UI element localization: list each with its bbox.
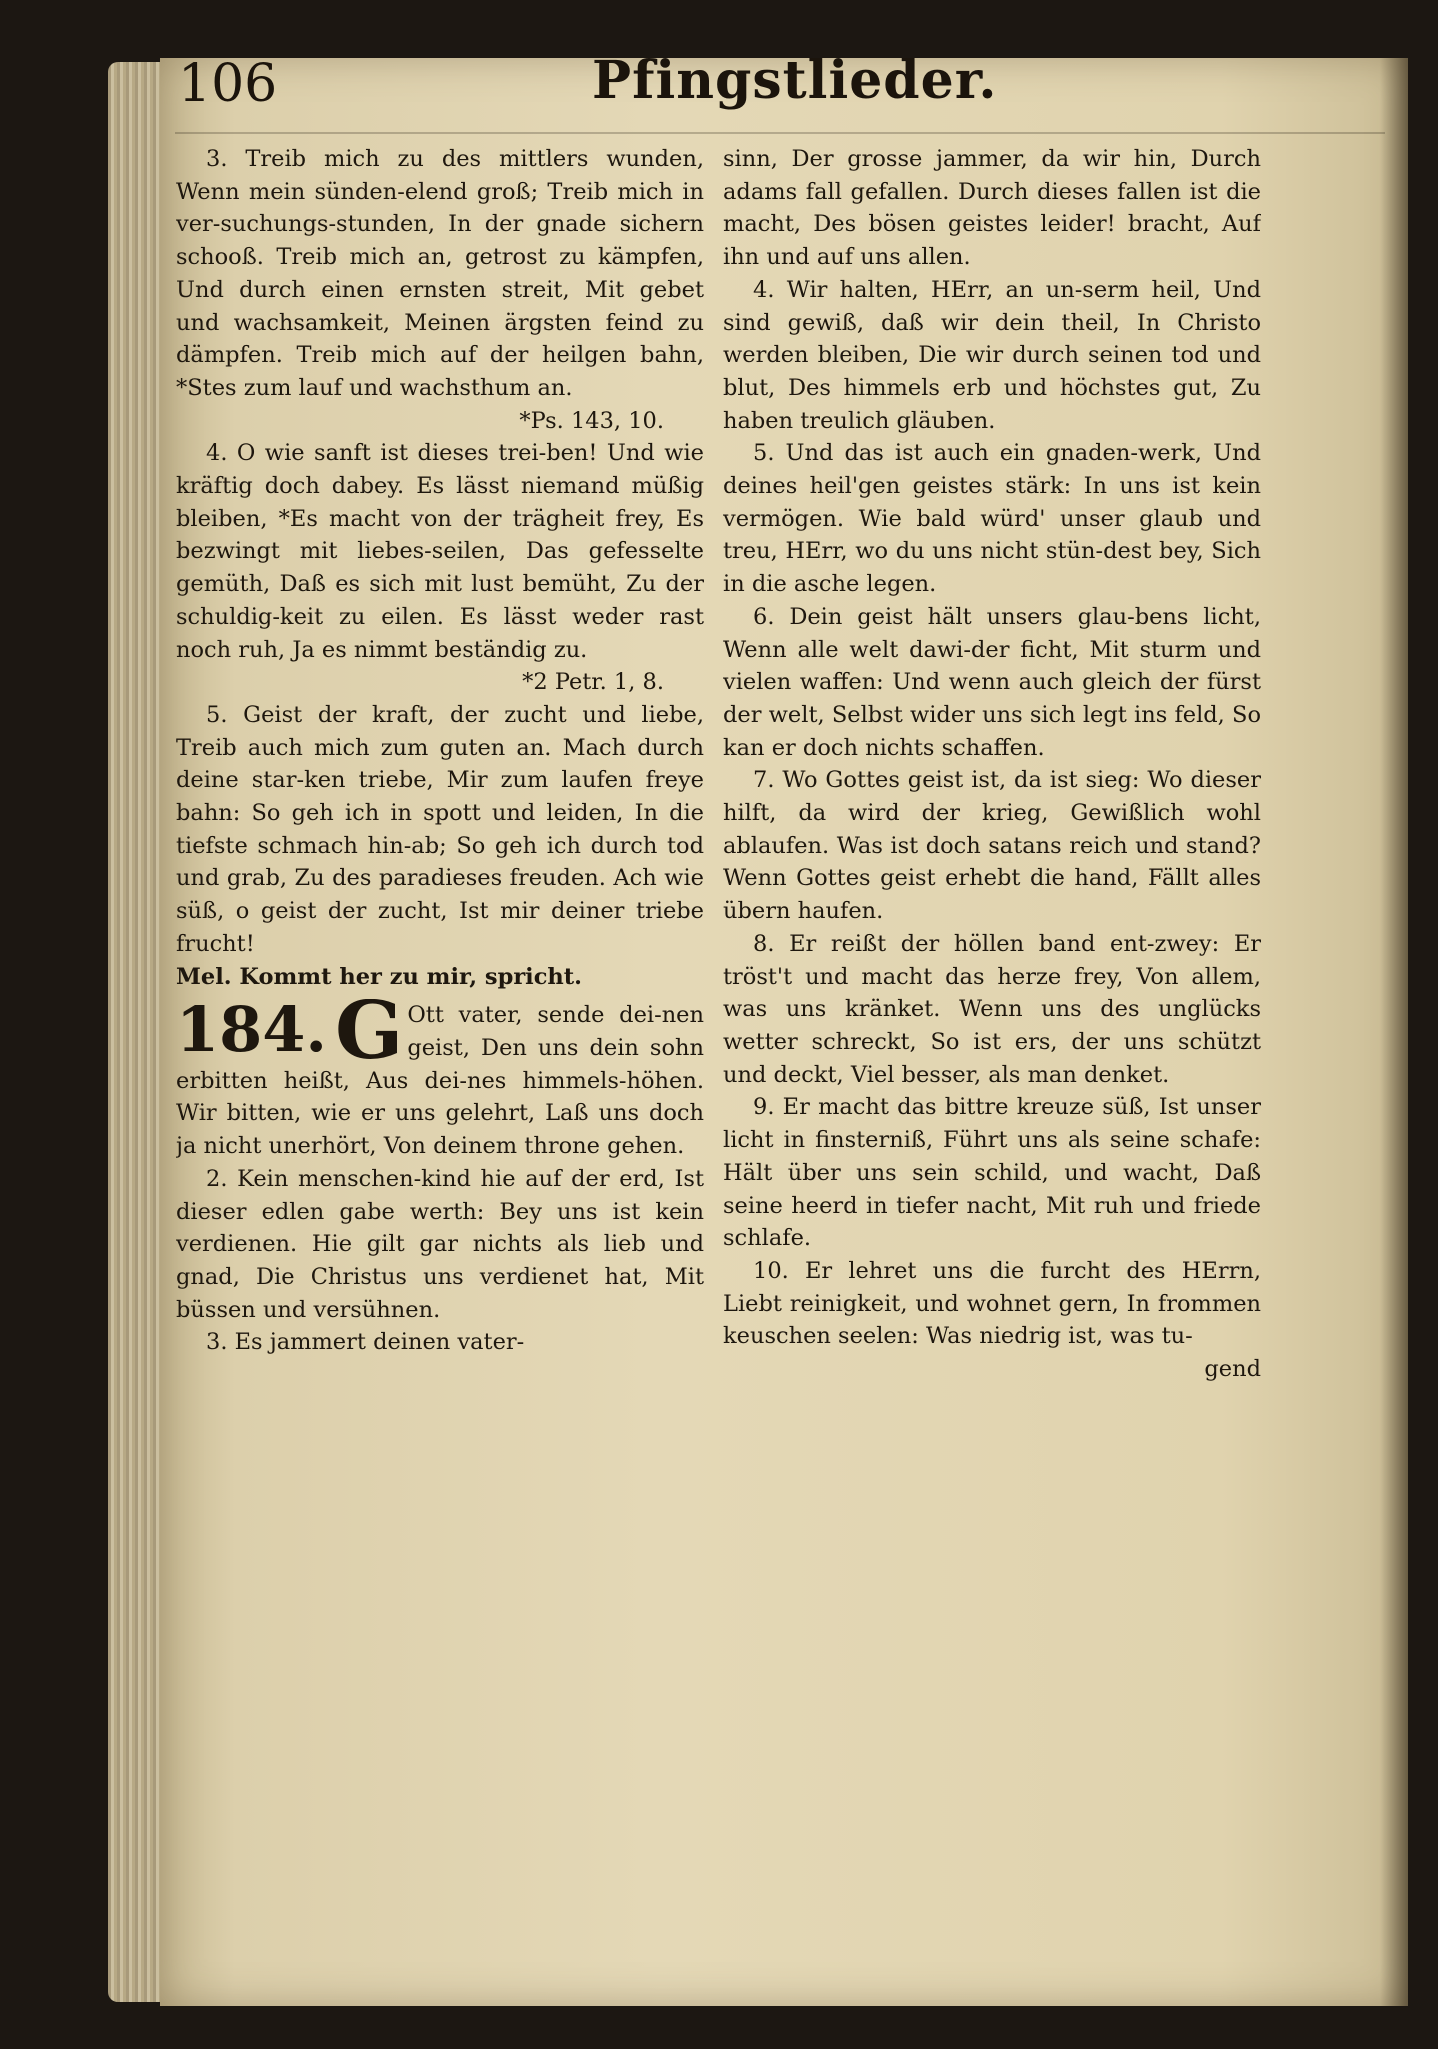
hymn-verse-1: Ott vater, sende dei-nen geist, Den uns dein sohn erbitten heißt, Aus dei-nes himmels-höhen. Wir bitten, wie er uns gelehrt, Laß uns doch ja nicht unerhört, Von deinem throne gehen. <box>176 1002 704 1160</box>
hymn-number: 184. <box>176 999 328 1067</box>
page-gutter-shadow <box>1380 58 1408 2006</box>
hymn-verse-9: 9. Er macht das bittre kreuze süß, Ist unser licht in finsterniß, Führt uns als seine schafe: Hält über uns sein schild, und wacht, Daß seine heerd in tiefer nacht, Mit ruh und friede schlafe. <box>723 1094 1261 1252</box>
hymn-verse-5: 5. Und das ist auch ein gnaden-werk, Und deines heil'gen geistes stärk: In uns ist kein vermögen. Wie bald würd' unser glaub und treu, HErr, wo du uns nicht stün-dest bey, Sich in die asche legen. <box>723 440 1261 598</box>
left-column <box>176 143 704 1983</box>
verse-3-reference: *Ps. 143, 10. <box>519 407 664 434</box>
hymn-verse-3-continued: sinn, Der grosse jammer, da wir hin, Durch adams fall gefallen. Durch dieses fallen ist die macht, Des bösen geistes leider! bracht, Auf ihn und auf uns allen. <box>723 146 1261 271</box>
verse-3: 3. Treib mich zu des mittlers wunden, Wenn mein sünden-elend groß; Treib mich in ver-suchungs-stunden, In der gnade sichern schooß. Treib mich an, getrost zu kämpfen, Und durch einen ernsten streit, Mit gebet und wachsamkeit, Meinen ärgsten feind zu dämpfen. Treib mich auf der heilgen bahn, *Stes zum lauf und wachsthum an. <box>176 146 704 401</box>
header-rule <box>175 132 1385 134</box>
drop-cap-initial: G <box>335 999 404 1078</box>
right-column <box>723 143 1261 1983</box>
hymn-verse-10: 10. Er lehret uns die furcht des HErrn, Liebt reinigkeit, und wohnet gern, In frommen keuschen seelen: Was niedrig ist, was tu- <box>723 1257 1261 1350</box>
verse-5: 5. Geist der kraft, der zucht und liebe, Treib auch mich zum guten an. Mach durch deine star-ken triebe, Mir zum laufen freye bahn: So geh ich in spott und leiden, In die tiefste schmach hin-ab; So geh ich durch tod und grab, Zu des paradieses freuden. Ach wie süß, o geist der zucht, Ist mir deiner triebe frucht! <box>176 701 704 957</box>
melody-line: Mel. Kommt her zu mir, spricht. <box>176 963 582 990</box>
hymn-verse-6: 6. Dein geist hält unsers glau-bens licht, Wenn alle welt dawi-der ficht, Mit sturm und vielen waffen: Und wenn auch gleich der fürst der welt, Selbst wider uns sich legt ins feld, So kan er doch nichts schaffen. <box>723 603 1261 761</box>
catchword: gend <box>1204 1356 1261 1383</box>
hymn-verse-8: 8. Er reißt der höllen band ent-zwey: Er tröst't und macht das herze frey, Von allem, was uns kränket. Wenn uns des unglücks wetter schreckt, So ist ers, der uns schützt und deckt, Viel besser, als man denket. <box>723 930 1261 1088</box>
verse-4: 4. O wie sanft ist dieses trei-ben! Und wie kräftig doch dabey. Es lässt niemand müßig bleiben, *Es macht von der trägheit frey, Es bezwingt mit liebes-seilen, Das gefesselte gemüth, Daß es sich mit lust bemüht, Zu der schuldig-keit zu eilen. Es lässt weder rast noch ruh, Ja es nimmt beständig zu. <box>176 440 704 663</box>
page-number: 106 <box>178 54 278 114</box>
running-title: Pfingstlieder. <box>592 50 998 111</box>
hymn-184 <box>176 999 704 1163</box>
hymn-verse-3-start: 3. Es jammert deinen vater- <box>206 1329 525 1356</box>
verse-4-reference: *2 Petr. 1, 8. <box>522 669 664 696</box>
hymn-verse-4: 4. Wir halten, HErr, an un-serm heil, Und sind gewiß, daß wir dein theil, In Christo werden bleiben, Die wir durch seinen tod und blut, Des himmels erb und höchstes gut, Zu haben treulich gläuben. <box>723 276 1261 434</box>
hymn-verse-7: 7. Wo Gottes geist ist, da ist sieg: Wo dieser hilft, da wird der krieg, Gewißlich wohl ablaufen. Was ist doch satans reich und stand? Wenn Gottes geist erhebt die hand, Fällt alles übern haufen. <box>723 767 1261 925</box>
hymn-verse-2: 2. Kein menschen-kind hie auf der erd, Ist dieser edlen gabe werth: Bey uns ist kein verdienen. Hie gilt gar nichts als lieb und gnad, Die Christus uns verdienet hat, Mit büssen und versühnen. <box>176 1165 704 1323</box>
